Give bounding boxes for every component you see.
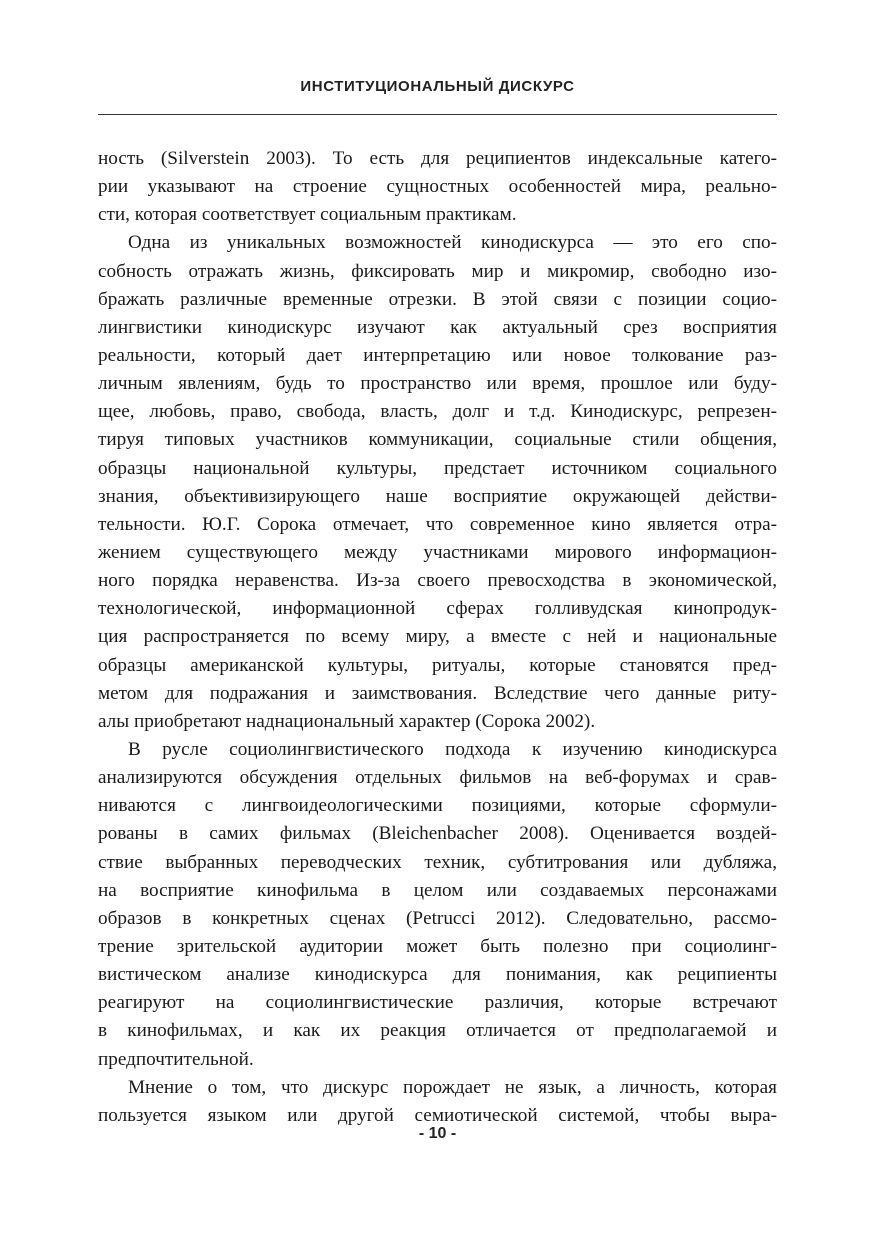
text-line: анализируются обсуждения отдельных фильмов на веб-форумах и срав- bbox=[98, 767, 777, 789]
text-line: рии указывают на строение сущностных особенностей мира, реально- bbox=[98, 176, 777, 198]
body-text bbox=[98, 145, 777, 1130]
text-line: вистическом анализе кинодискурса для понимания, как реципиенты bbox=[98, 964, 777, 986]
running-head-title: ИНСТИТУЦИОНАЛЬНЫЙ ДИСКУРС bbox=[300, 78, 575, 95]
text-line: Одна из уникальных возможностей кинодискурса — это его спо- bbox=[128, 232, 777, 254]
text-line: образцы национальной культуры, предстает источником социального bbox=[98, 457, 777, 479]
text-line: ниваются с лингвоидеологическими позициями, которые сформули- bbox=[98, 795, 777, 817]
text-line: в кинофильмах, и как их реакция отличается от предполагаемой и bbox=[98, 1020, 777, 1042]
text-line: пользуется языком или другой семиотической системой, чтобы выра- bbox=[98, 1104, 777, 1126]
text-line: личным явлениям, будь то пространство или время, прошлое или буду- bbox=[98, 373, 777, 395]
text-line: тируя типовых участников коммуникации, социальные стили общения, bbox=[98, 429, 777, 451]
text-line: реальности, который дает интерпретацию или новое толкование раз- bbox=[98, 344, 777, 366]
text-line: ность (Silverstein 2003). То есть для реципиентов индексальные катего- bbox=[98, 148, 777, 169]
text-line: рованы в самих фильмах (Bleichenbacher 2008). Оценивается воздей- bbox=[98, 823, 777, 845]
text-line: на восприятие кинофильма в целом или создаваемых персонажами bbox=[98, 879, 777, 901]
text-line: В русле социолингвистического подхода к изучению кинодискурса bbox=[128, 738, 777, 760]
page-number: - 10 - bbox=[418, 1125, 457, 1142]
paragraph bbox=[98, 145, 777, 229]
paragraph bbox=[98, 1074, 777, 1130]
text-line: метом для подражания и заимствования. Вследствие чего данные риту- bbox=[98, 682, 777, 704]
paragraph bbox=[98, 229, 777, 736]
text-line: тельности. Ю.Г. Сорока отмечает, что современное кино является отра- bbox=[98, 513, 777, 535]
text-line: знания, объективизирующего наше восприятие окружающей действи- bbox=[98, 485, 777, 507]
text-line: образов в конкретных сценах (Petrucci 2012). Следовательно, рассмо- bbox=[98, 907, 777, 929]
text-line: технологической, информационной сферах голливудская кинопродук- bbox=[98, 598, 777, 620]
text-line: алы приобретают наднациональный характер (Сорока 2002). bbox=[98, 710, 596, 732]
text-line: образцы американской культуры, ритуалы, которые становятся пред- bbox=[98, 654, 777, 676]
text-line: Мнение о том, что дискурс порождает не язык, а личность, которая bbox=[128, 1076, 777, 1098]
text-line: трение зрительской аудитории может быть полезно при социолинг- bbox=[98, 935, 777, 957]
text-line: жением существующего между участниками мирового информацион- bbox=[98, 541, 777, 563]
text-line: ствие выбранных переводческих техник, субтитрования или дубляжа, bbox=[98, 851, 777, 873]
text-line: собность отражать жизнь, фиксировать мир и микромир, свободно изо- bbox=[98, 260, 777, 282]
text-line: ного порядка неравенства. Из-за своего превосходства в экономической, bbox=[98, 570, 777, 592]
header-rule bbox=[98, 114, 777, 115]
text-line: ция распространяется по всему миру, а вместе с ней и национальные bbox=[98, 626, 777, 648]
text-line: бражать различные временные отрезки. В этой связи с позиции социо- bbox=[98, 288, 777, 310]
text-line: сти, которая соответствует социальным практикам. bbox=[98, 204, 517, 226]
paragraph bbox=[98, 736, 777, 1074]
text-line: щее, любовь, право, свобода, власть, долг и т.д. Кинодискурс, репрезен- bbox=[98, 401, 777, 423]
text-line: реагируют на социолингвистические различия, которые встречают bbox=[98, 992, 777, 1014]
text-line: лингвистики кинодискурс изучают как актуальный срез восприятия bbox=[98, 316, 777, 338]
text-line: предпочтительной. bbox=[98, 1048, 254, 1070]
